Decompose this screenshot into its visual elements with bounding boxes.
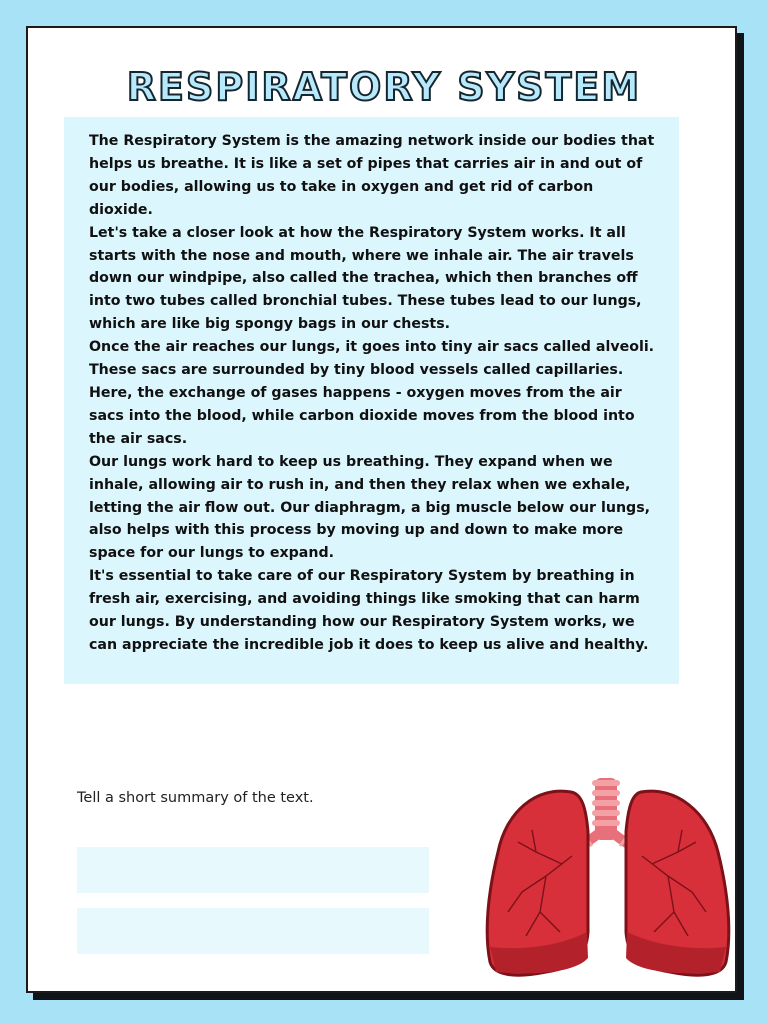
lungs-illustration [476, 772, 740, 982]
paragraph-intro: The Respiratory System is the amazing network inside our bodies that helps us breathe. It is like a set of pipes that carries air in and out of our bodies, allowing us to take in oxygen and get rid of carbon dioxide. [89, 133, 655, 218]
answer-field-1[interactable] [77, 847, 429, 893]
answer-field-2[interactable] [77, 908, 429, 954]
page-title: RESPIRATORY SYSTEM [126, 65, 642, 109]
paragraph-care: It's essential to take care of our Respiratory System by breathing in fresh air, exercising, and avoiding things like smoking that can harm our lungs. By understanding how our Respiratory System works, we can appreciate the incredible job it does to keep us alive and healthy. [89, 568, 649, 653]
right-lung-icon [626, 791, 729, 975]
reading-passage [89, 130, 661, 657]
summary-prompt: Tell a short summary of the text. [77, 790, 314, 806]
paragraph-how-it-works: Let's take a closer look at how the Respiratory System works. It all starts with the nose and mouth, where we inhale air. The air travels down our windpipe, also called the trachea, which then branches off into two tubes called bronchial tubes. These tubes lead to our lungs, which are like big spongy bags in our chests. [89, 224, 642, 333]
left-lung-icon [487, 791, 588, 975]
paragraph-breathing: Our lungs work hard to keep us breathing. They expand when we inhale, allowing air to rush in, and then they relax when we exhale, letting the air flow out. Our diaphragm, a big muscle below our lungs, also helps with this process by moving up and down to make more space for our lungs to expand. [89, 453, 651, 562]
paragraph-alveoli: Once the air reaches our lungs, it goes into tiny air sacs called alveoli. These sacs are surrounded by tiny blood vessels called capillaries. Here, the exchange of gases happens - oxygen moves from the air sacs into the blood, while carbon dioxide moves from the blood into the air sacs. [89, 339, 655, 447]
